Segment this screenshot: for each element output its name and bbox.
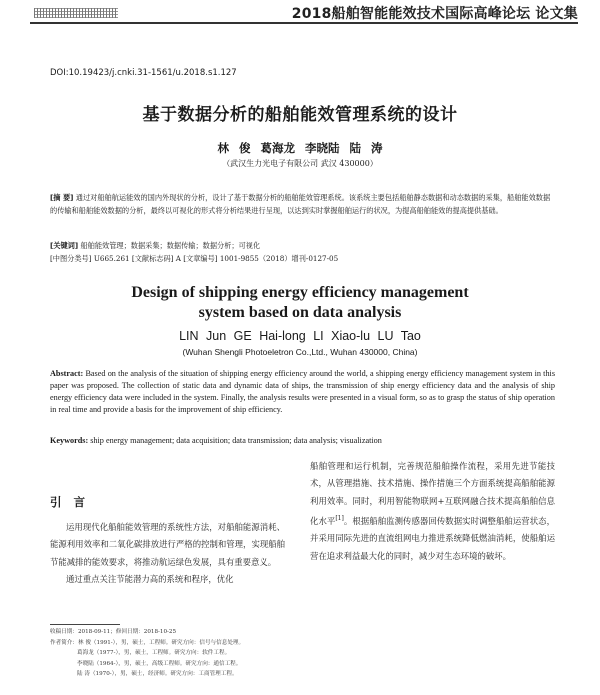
chinese-title: 基于数据分析的船舶能效管理系统的设计 <box>142 105 458 125</box>
header-decoration <box>34 8 118 18</box>
english-abstract-label: Abstract: <box>50 369 84 378</box>
chinese-authors: 林 俊 葛海龙 李晓陆 陆 涛 <box>217 141 383 155</box>
left-paragraph-1: 运用现代化船舶能效管理的系统性方法，对船舶能源消耗、能源利用效率和二氧化碳排放进行严格的控制和管理，实现船舶节能减排的能效要求，将推动航运绿色发展，具有重要意义。 <box>50 522 285 567</box>
right-paragraph-1 <box>310 458 555 565</box>
english-affiliation: (Wuhan Shengli Photoeletron Co.,Ltd., Wuhan 430000, China) <box>182 347 418 357</box>
body-right-column <box>310 458 555 565</box>
english-keywords <box>50 436 555 445</box>
citation-1: [1] <box>335 515 344 523</box>
english-title-line-1: Design of shipping energy efficiency management <box>131 284 469 301</box>
header-rule <box>30 22 578 24</box>
footnote-rule <box>50 624 120 625</box>
chinese-abstract <box>50 192 555 217</box>
english-keywords-text: ship energy management; data acquisition; data transmission; data analysis; visualization <box>90 436 382 445</box>
english-abstract-text: Based on the analysis of the situation of shipping energy efficiency around the world, a shipping energy efficiency management system in this paper was proposed. The collection of static data and dynamic data of ships, the transmission of ship energy efficiency data and the analysis of ship energy efficiency data were included in the system. Finally, the analysis results were presented in a visual form, so as to grasp the status of ship operation in real time and provide a basis for the improvement of ship efficiency. <box>50 369 556 414</box>
footnote-line-2: 作者简介：林 俊（1991-），男，硕士，工程师。研究方向：信号与信息处理。 <box>50 639 245 646</box>
journal-header-title: 2018船舶智能能效技术国际高峰论坛 论文集 <box>291 6 578 22</box>
footnote-line-3: 葛海龙（1977-），男，硕士，工程师。研究方向：软件工程。 <box>77 650 231 657</box>
footnote-line-4: 李晓陆（1964-），男，硕士，高级工程师。研究方向：通信工程。 <box>77 660 242 667</box>
body-left-column <box>50 519 285 589</box>
right-paragraph-text: 船舶管理和运行机制，完善规范船舶操作流程，采用先进节能技术，从管理措施、技术措施、操作措施三个方面系统提高船舶能源利用效率。同时，利用智能物联网+互联网融合技术提高船舶信息化水平 <box>310 461 555 527</box>
english-abstract <box>50 368 555 416</box>
footnote <box>50 627 550 680</box>
chinese-classification: [中图分类号] U665.261 [文献标志码] A [文章编号] 1001-9855（2018）增刊-0127-05 <box>50 254 339 263</box>
footnote-line-5: 陆 涛（1970-），男，硕士，经济师。研究方向：工商管理工程。 <box>77 671 238 678</box>
english-authors: LIN Jun GE Hai-long LI Xiao-lu LU Tao <box>179 329 421 343</box>
section-title-introduction: 引 言 <box>50 495 86 509</box>
left-paragraph-2: 通过重点关注节能潜力高的系统和程序，优化 <box>66 574 234 585</box>
chinese-affiliation: （武汉生力光电子有限公司 武汉 430000） <box>222 159 378 168</box>
right-paragraph-text-end: 。根据船舶监测传感器回传数据实时调整船舶运营状态，并采用同际先进的直流组网电力推进系统降低燃油消耗，使船舶运营在追求利益最大化的同时，减少对生态环境的破坏。 <box>310 516 556 561</box>
chinese-keywords-label: [关键词] <box>50 241 79 250</box>
chinese-keywords-text: 船舶能效管理；数据采集；数据传输；数据分析；可视化 <box>80 241 261 250</box>
chinese-keywords <box>50 240 555 253</box>
chinese-abstract-text: 通过对船舶航运能效的国内外现状的分析，设计了基于数据分析的船舶能效管理系统。该系统主要包括船舶静态数据和动态数据的采集，船舶能效数据的传输和船舶能效数据的分析，最终以可视化的形式将分析结果进行呈现，以达到实时掌握船舶运行的状况，为提高船舶能效的提高提供基础。 <box>50 193 551 215</box>
footnote-line-1: 收稿日期：2018-09-11；修回日期：2018-10-25 <box>50 629 177 635</box>
english-title-line-2: system based on data analysis <box>198 304 402 321</box>
english-keywords-label: Keywords: <box>50 436 89 445</box>
doi: DOI:10.19423/j.cnki.31-1561/u.2018.s1.127 <box>50 68 237 78</box>
chinese-abstract-label: [摘 要] <box>50 193 74 202</box>
